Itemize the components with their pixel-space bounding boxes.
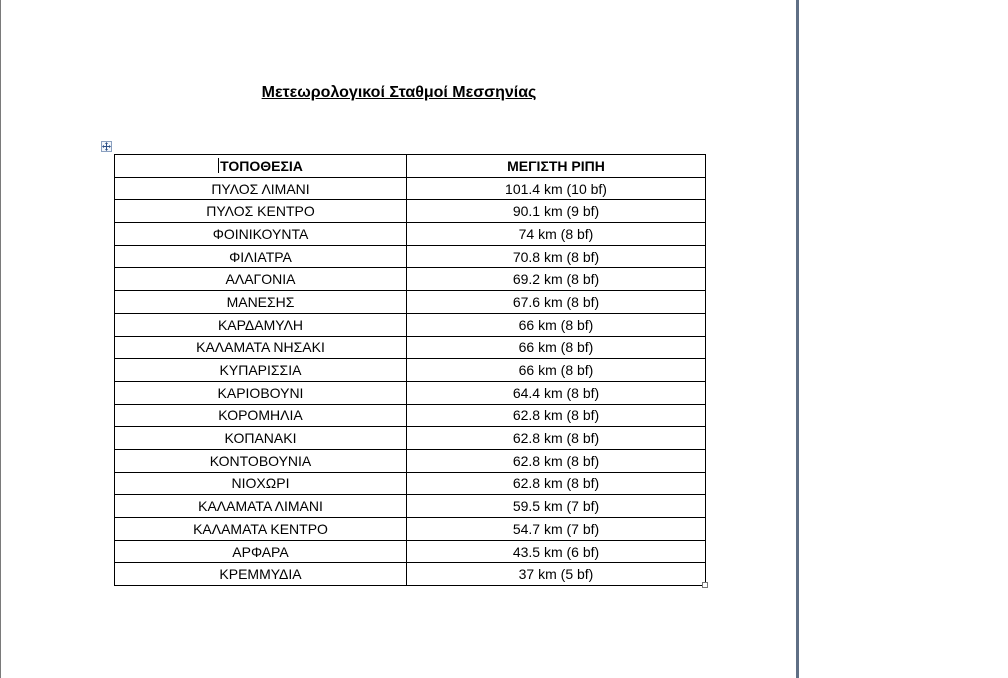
cell-location[interactable]: ΚΡΕΜΜΥΔΙΑ	[115, 563, 407, 586]
cell-max-gust[interactable]: 70.8 km (8 bf)	[407, 245, 706, 268]
cell-location[interactable]: ΦΟΙΝΙΚΟΥΝΤΑ	[115, 223, 407, 246]
cell-max-gust[interactable]: 101.4 km (10 bf)	[407, 177, 706, 200]
header-max-gust[interactable]: ΜΕΓΙΣΤΗ ΡΙΠΗ	[407, 155, 706, 178]
cell-max-gust[interactable]: 66 km (8 bf)	[407, 359, 706, 382]
cell-location[interactable]: ΑΡΦΑΡΑ	[115, 540, 407, 563]
table-body	[115, 177, 706, 585]
table-row	[115, 359, 706, 382]
cell-max-gust[interactable]: 54.7 km (7 bf)	[407, 518, 706, 541]
table-row	[115, 563, 706, 586]
cell-max-gust[interactable]: 62.8 km (8 bf)	[407, 449, 706, 472]
cell-max-gust[interactable]: 37 km (5 bf)	[407, 563, 706, 586]
cell-location[interactable]: ΚΑΛΑΜΑΤΑ ΛΙΜΑΝΙ	[115, 495, 407, 518]
cell-max-gust[interactable]: 74 km (8 bf)	[407, 223, 706, 246]
cell-max-gust[interactable]: 66 km (8 bf)	[407, 313, 706, 336]
cell-location[interactable]: ΚΑΡΔΑΜΥΛΗ	[115, 313, 407, 336]
cell-max-gust[interactable]: 90.1 km (9 bf)	[407, 200, 706, 223]
table-row	[115, 245, 706, 268]
cell-location[interactable]: ΚΑΛΑΜΑΤΑ ΚΕΝΤΡΟ	[115, 518, 407, 541]
move-arrows-icon	[102, 142, 111, 151]
cell-location[interactable]: ΠΥΛΟΣ ΚΕΝΤΡΟ	[115, 200, 407, 223]
cell-max-gust[interactable]: 59.5 km (7 bf)	[407, 495, 706, 518]
table-row	[115, 404, 706, 427]
cell-location[interactable]: ΚΑΛΑΜΑΤΑ ΝΗΣΑΚΙ	[115, 336, 407, 359]
table-resize-handle[interactable]	[702, 582, 708, 588]
page-left-border	[0, 0, 1, 678]
cell-max-gust[interactable]: 66 km (8 bf)	[407, 336, 706, 359]
cell-location[interactable]: ΝΙΟΧΩΡΙ	[115, 472, 407, 495]
cell-location[interactable]: ΑΛΑΓΟΝΙΑ	[115, 268, 407, 291]
table-row	[115, 427, 706, 450]
cell-max-gust[interactable]: 64.4 km (8 bf)	[407, 381, 706, 404]
table-move-handle[interactable]	[101, 141, 112, 152]
table-row	[115, 381, 706, 404]
cell-location[interactable]: ΜΑΝΕΣΗΣ	[115, 291, 407, 314]
workspace-background	[799, 0, 1008, 678]
cell-max-gust[interactable]: 62.8 km (8 bf)	[407, 404, 706, 427]
cell-max-gust[interactable]: 62.8 km (8 bf)	[407, 472, 706, 495]
table-row	[115, 472, 706, 495]
table-header-row	[115, 155, 706, 178]
table-row	[115, 223, 706, 246]
cell-location[interactable]: ΚΟΡΟΜΗΛΙΑ	[115, 404, 407, 427]
table-row	[115, 268, 706, 291]
table-row	[115, 449, 706, 472]
table-row	[115, 177, 706, 200]
table-row	[115, 200, 706, 223]
table-row	[115, 540, 706, 563]
table-row	[115, 518, 706, 541]
cell-location[interactable]: ΚΑΡΙΟΒΟΥΝΙ	[115, 381, 407, 404]
table-row	[115, 291, 706, 314]
cell-location[interactable]: ΦΙΛΙΑΤΡΑ	[115, 245, 407, 268]
cell-max-gust[interactable]: 67.6 km (8 bf)	[407, 291, 706, 314]
text-cursor	[218, 158, 219, 173]
table-row	[115, 336, 706, 359]
cell-location[interactable]: ΚΥΠΑΡΙΣΣΙΑ	[115, 359, 407, 382]
weather-stations-table	[114, 154, 706, 586]
cell-max-gust[interactable]: 69.2 km (8 bf)	[407, 268, 706, 291]
cell-location[interactable]: ΚΟΠΑΝΑΚΙ	[115, 427, 407, 450]
table-row	[115, 495, 706, 518]
cell-max-gust[interactable]: 62.8 km (8 bf)	[407, 427, 706, 450]
cell-location[interactable]: ΠΥΛΟΣ ΛΙΜΑΝΙ	[115, 177, 407, 200]
document-title: Μετεωρολογικοί Σταθμοί Μεσσηνίας	[261, 84, 537, 101]
cell-max-gust[interactable]: 43.5 km (6 bf)	[407, 540, 706, 563]
header-location-label: ΤΟΠΟΘΕΣΙΑ	[220, 158, 303, 175]
table-row	[115, 313, 706, 336]
header-location[interactable]	[115, 155, 407, 178]
cell-location[interactable]: ΚΟΝΤΟΒΟΥΝΙΑ	[115, 449, 407, 472]
